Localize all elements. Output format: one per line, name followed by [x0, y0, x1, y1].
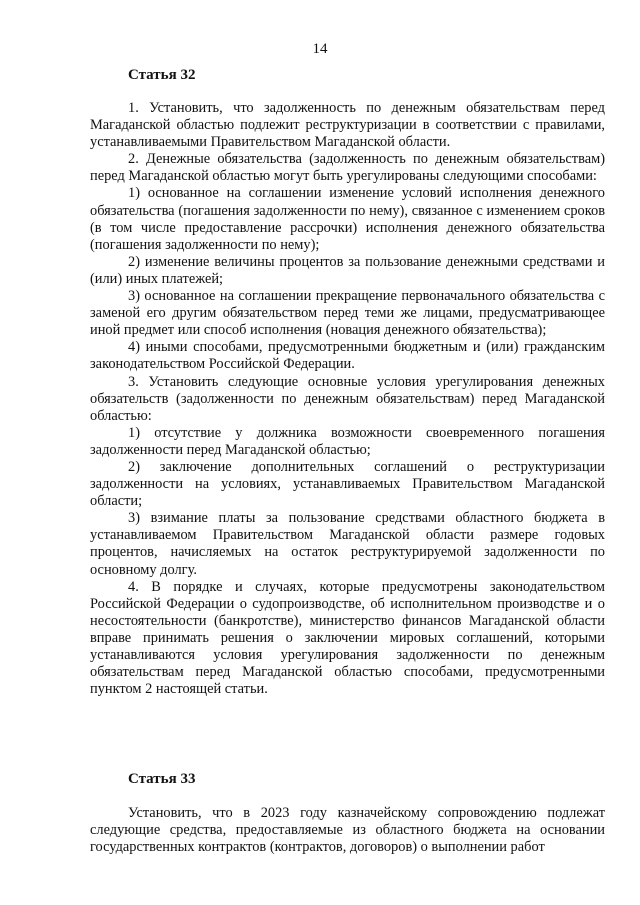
article-33 — [90, 771, 605, 856]
article-title: Статья 32 — [128, 67, 196, 83]
paragraph: 4) иными способами, предусмотренными бюджетным и (или) гражданским законодательством Российской Федерации. — [90, 339, 605, 373]
paragraph: 3) взимание платы за пользование средствами областного бюджета в устанавливаемом Правительством Магаданской области размере годовых процентов, начисляемых на остаток реструктурируемой задолженности по основному долгу. — [90, 510, 605, 578]
paragraph: 2) заключение дополнительных соглашений о реструктуризации задолженности на условиях, устанавливаемых Правительством Магаданской области; — [90, 458, 605, 510]
paragraph: 4. В порядке и случаях, которые предусмотрены законодательством Российской Федерации о судопроизводстве, об исполнительном производстве и о несостоятельности (банкротстве), министерство финансов Магаданской области вправе принимать решения о заключении мировых соглашений, которыми устанавливаются условия урегулирования задолженности по денежным обязательствам перед Магаданской областью способами, предусмотренными пунктом 2 настоящей статьи. — [90, 578, 605, 698]
paragraph: 3) основанное на соглашении прекращение первоначального обязательства с заменой его другим обязательством перед теми же лицами, предусматривающее иной предмет или способ исполнения (новация денежного обязательства); — [90, 288, 605, 339]
paragraph: 1. Установить, что задолженность по денежным обязательствам перед Магаданской областью подлежит реструктуризации в соответствии с правилами, устанавливаемыми Правительством Магаданской области. — [90, 100, 605, 151]
article-body — [90, 805, 605, 856]
paragraph: 2. Денежные обязательства (задолженность по денежным обязательствам) перед Магаданской областью могут быть урегулированы следующими способами: — [90, 151, 605, 185]
article-title: Статья 33 — [128, 771, 196, 787]
article-body — [90, 100, 605, 698]
paragraph: 2) изменение величины процентов за пользование денежными средствами и (или) иных платежей; — [90, 253, 605, 287]
paragraph: 3. Установить следующие основные условия урегулирования денежных обязательств (задолженности по денежным обязательствам) перед Магаданской областью: — [90, 373, 605, 424]
paragraph: 1) основанное на соглашении изменение условий исполнения денежного обязательства (погашения задолженности по нему), связанное с изменением сроков (в том числе предоставление рассрочки) исполнения денежного обязательства (погашения задолженности по нему); — [90, 185, 605, 253]
paragraph: 1) отсутствие у должника возможности своевременного погашения задолженности перед Магаданской областью; — [90, 424, 605, 458]
paragraph: Установить, что в 2023 году казначейскому сопровождению подлежат следующие средства, предоставляемые из областного бюджета на основании государственных контрактов (контрактов, договоров) о выполнении работ — [90, 805, 605, 856]
page-number: 14 — [312, 41, 328, 57]
article-32 — [90, 67, 605, 698]
